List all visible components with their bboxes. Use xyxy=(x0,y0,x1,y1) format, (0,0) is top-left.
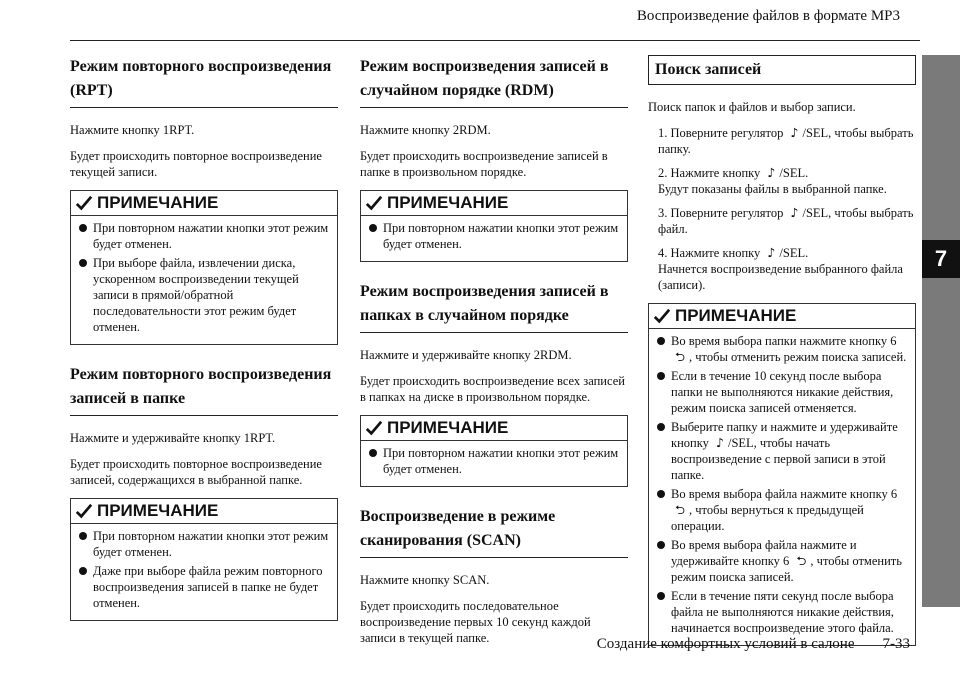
check-icon xyxy=(75,194,93,212)
note-item: Выберите папку и нажмите и удерживайте кнопку ♪ /SEL, чтобы начать воспроизведение с первой записи в этой папке. xyxy=(655,419,909,483)
note-label: ПРИМЕЧАНИЕ xyxy=(675,306,797,325)
page-number: 7-33 xyxy=(882,636,910,652)
paragraph: Нажмите кнопку SCAN. xyxy=(360,573,490,587)
note-item: При выборе файла, извлечении диска, ускоренном воспроизведении текущей записи в прямой/обратной последовательности этот режим будет отменен. xyxy=(77,255,331,335)
paragraph: Нажмите и удерживайте кнопку 2RDM. xyxy=(360,348,572,362)
check-icon xyxy=(75,502,93,520)
note-item: При повторном нажатии кнопки этот режим будет отменен. xyxy=(77,220,331,252)
note-box xyxy=(648,303,916,646)
note-item: Если в течение пяти секунд после выбора файла не выполняются никакие действия, начинается воспроизведение этого файла. xyxy=(655,588,909,636)
note-box xyxy=(360,415,628,487)
step-item: 4. Нажмите кнопку ♪ /SEL. Начнется воспроизведение выбранного файла (записи). xyxy=(658,245,903,292)
section-title: Режим повторного воспроизведения (RPT) xyxy=(70,55,338,108)
note-item: Даже при выборе файла режим повторного воспроизведения записей в папке не будет отменен. xyxy=(77,563,331,611)
note-label: ПРИМЕЧАНИЕ xyxy=(97,193,219,212)
check-icon xyxy=(365,419,383,437)
column-3 xyxy=(648,55,916,664)
return-arrow-icon: ⮌ xyxy=(674,502,685,517)
music-note-knob-icon: ♪ xyxy=(715,435,724,450)
note-item: Во время выбора файла нажмите кнопку 6 ⮌ , чтобы вернуться к предыдущей операции. xyxy=(655,486,909,534)
music-note-knob-icon: ♪ xyxy=(790,125,799,140)
paragraph: Будет происходить повторное воспроизведение текущей записи. xyxy=(70,149,322,179)
step-item: 2. Нажмите кнопку ♪ /SEL. Будут показаны файлы в выбранной папке. xyxy=(658,165,887,196)
step-item: 3. Поверните регулятор ♪ /SEL, чтобы выбрать файл. xyxy=(658,205,914,236)
music-note-knob-icon: ♪ xyxy=(767,165,776,180)
note-item: При повторном нажатии кнопки этот режим будет отменен. xyxy=(77,528,331,560)
note-box xyxy=(360,190,628,262)
page-header-title: Воспроизведение файлов в формате MP3 xyxy=(636,8,900,24)
chapter-tab: 7 xyxy=(922,240,960,278)
music-note-knob-icon: ♪ xyxy=(790,205,799,220)
note-label: ПРИМЕЧАНИЕ xyxy=(387,418,509,437)
page-footer xyxy=(597,636,910,653)
note-box xyxy=(70,498,338,621)
steps-list xyxy=(648,125,916,293)
paragraph: Поиск папок и файлов и выбор записи. xyxy=(648,100,856,114)
music-note-knob-icon: ♪ xyxy=(767,245,776,260)
section-title: Воспроизведение в режиме сканирования (SCAN) xyxy=(360,505,628,558)
step-item: 1. Поверните регулятор ♪ /SEL, чтобы выбрать папку. xyxy=(658,125,914,156)
paragraph: Будет происходить воспроизведение записей в папке в произвольном порядке. xyxy=(360,149,608,179)
note-item: При повторном нажатии кнопки этот режим будет отменен. xyxy=(367,445,621,477)
section-title: Режим воспроизведения записей в папках в случайном порядке xyxy=(360,280,628,333)
chapter-tab-bar xyxy=(922,55,960,607)
column-1 xyxy=(70,55,338,639)
footer-section: Создание комфортных условий в салоне xyxy=(596,636,855,652)
return-arrow-icon: ⮌ xyxy=(796,553,807,568)
note-item: Во время выбора файла нажмите и удерживайте кнопку 6 ⮌ , чтобы отменить режим поиска записей. xyxy=(655,537,909,585)
note-box xyxy=(70,190,338,345)
note-item: Если в течение 10 секунд после выбора папки не выполняются никакие действия, режим поиска записей отменяется. xyxy=(655,368,909,416)
section-title: Режим воспроизведения записей в случайном порядке (RDM) xyxy=(360,55,628,108)
note-label: ПРИМЕЧАНИЕ xyxy=(97,501,219,520)
column-2 xyxy=(360,55,628,656)
note-label: ПРИМЕЧАНИЕ xyxy=(387,193,509,212)
section-title: Режим повторного воспроизведения записей в папке xyxy=(70,363,338,416)
paragraph: Нажмите кнопку 2RDM. xyxy=(360,123,491,137)
paragraph: Будет происходить воспроизведение всех записей в папках на диске в произвольном порядке. xyxy=(360,374,625,404)
paragraph: Нажмите и удерживайте кнопку 1RPT. xyxy=(70,431,276,445)
note-item: При повторном нажатии кнопки этот режим будет отменен. xyxy=(367,220,621,252)
check-icon xyxy=(365,194,383,212)
return-arrow-icon: ⮌ xyxy=(674,349,685,364)
paragraph: Нажмите кнопку 1RPT. xyxy=(70,123,195,137)
note-item: Во время выбора папки нажмите кнопку 6 ⮌ , чтобы отменить режим поиска записей. xyxy=(655,333,909,365)
paragraph: Будет происходить последовательное воспроизведение первых 10 секунд каждой записи в текущей папке. xyxy=(360,599,591,645)
section-title: Поиск записей xyxy=(648,55,916,85)
header-divider xyxy=(70,40,920,41)
check-icon xyxy=(653,307,671,325)
paragraph: Будет происходить повторное воспроизведение записей, содержащихся в выбранной папке. xyxy=(70,457,322,487)
